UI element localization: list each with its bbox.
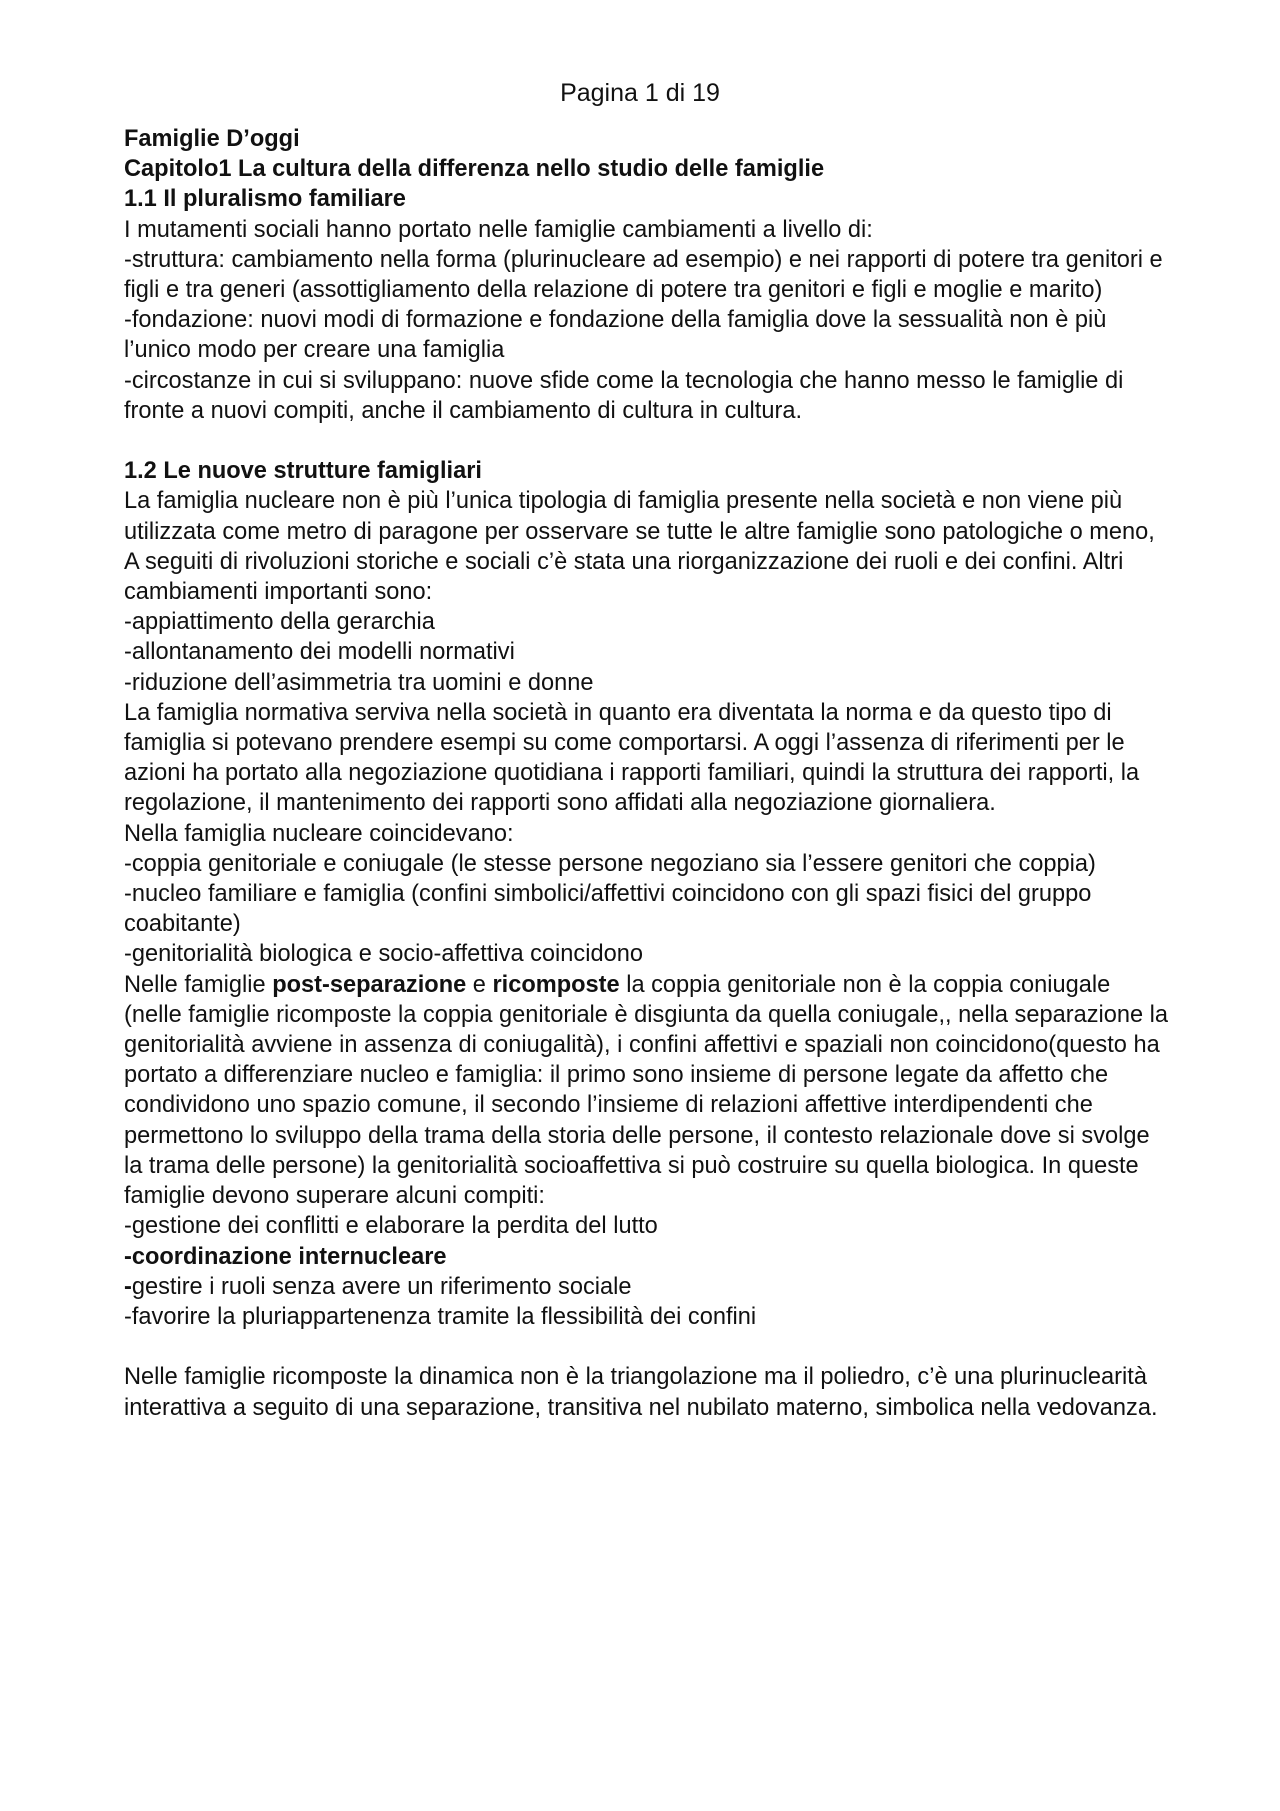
paragraph: La famiglia nucleare non è più l’unica tipologia di famiglia presente nella società e non viene più utilizzata come metro di paragone per osservare se tutte le altre famiglie sono patologiche o meno, A seguiti di rivoluzioni storiche e sociali c’è stata una riorganizzazione dei ruoli e dei confini. Altri cambiamenti importanti sono: <box>124 488 1155 606</box>
chapter-heading: Capitolo1 La cultura della differenza nello studio delle famiglie <box>124 156 825 183</box>
text-run: e <box>466 971 493 998</box>
list-item: -riduzione dell’asimmetria tra uomini e donne <box>124 669 594 696</box>
list-item: -genitorialità biologica e socio-affettiva coincidono <box>124 941 643 968</box>
bold-term-post-separazione: post-separazione <box>272 971 467 998</box>
list-item: -fondazione: nuovi modi di formazione e fondazione della famiglia dove la sessualità non è più l’unico modo per creare una famiglia <box>124 307 1107 364</box>
list-item: -coppia genitoriale e coniugale (le stesse persone negoziano sia l’essere genitori che coppia) <box>124 850 1096 877</box>
bold-task: -coordinazione internucleare <box>124 1243 447 1270</box>
list-item-bold <box>124 1242 1174 1272</box>
document-body <box>124 124 1174 1423</box>
section-heading-1-1: 1.1 Il pluralismo familiare <box>124 186 406 213</box>
paragraph-spacer <box>124 1332 1174 1362</box>
bold-term-ricomposte: ricomposte <box>492 971 620 998</box>
list-item <box>124 1272 1174 1302</box>
paragraph: Nella famiglia nucleare coincidevano: <box>124 820 514 847</box>
page-number-label: Pagina 1 di 19 <box>560 79 720 107</box>
list-item: -favorire la pluriappartenenza tramite la flessibilità dei confini <box>124 1303 757 1330</box>
list-item: -struttura: cambiamento nella forma (plurinucleare ad esempio) e nei rapporti di potere tra genitori e figli e tra generi (assottigliamento della relazione di potere tra genitori e figli e moglie e marito) <box>124 246 1163 304</box>
paragraph: I mutamenti sociali hanno portato nelle famiglie cambiamenti a livello di: <box>124 216 873 243</box>
paragraph-spacer <box>124 426 1174 456</box>
list-item: -circostanze in cui si sviluppano: nuove sfide come la tecnologia che hanno messo le famiglie di fronte a nuovi compiti, anche il cambiamento di cultura in cultura. <box>124 367 1124 424</box>
bold-dash: - <box>124 1273 132 1300</box>
closing-paragraph: Nelle famiglie ricomposte la dinamica non è la triangolazione ma il poliedro, c’è una plurinuclearità interattiva a seguito di una separazione, transitiva nel nubilato materno, simbolica nella vedovanza. <box>124 1364 1158 1421</box>
text-run: gestire i ruoli senza avere un riferimento sociale <box>131 1273 632 1300</box>
post-separation-paragraph <box>124 970 1174 1212</box>
paragraph: La famiglia normativa serviva nella società in quanto era diventata la norma e da questo tipo di famiglia si potevano prendere esempi su come comportarsi. A oggi l’assenza di riferimenti per le azioni ha portato alla negoziazione quotidiana i rapporti familiari, quindi la struttura dei rapporti, la regolazione, il mantenimento dei rapporti sono affidati alla negoziazione giornaliera. <box>124 699 1140 817</box>
section-heading-1-2: 1.2 Le nuove strutture famigliari <box>124 458 482 485</box>
document-title: Famiglie D’oggi <box>124 126 300 152</box>
list-item: -appiattimento della gerarchia <box>124 609 435 636</box>
list-item: -gestione dei conflitti e elaborare la perdita del lutto <box>124 1213 658 1240</box>
text-run: la coppia genitoriale non è la coppia coniugale (nelle famiglie ricomposte la coppia genitoriale è disgiunta da quella coniugale,, nella separazione la genitorialità avviene in assenza di coniugalità), i confini affettivi e spaziali non coincidono(questo ha portato a differenziare nucleo e famiglia: il primo sono insieme di persone legate da affetto che condividono uno spazio comune, il secondo l’insieme di relazioni affettive interdipendenti che permettono lo sviluppo della trama della storia delle persone, il contesto relazionale dove si svolge la trama delle persone) la genitorialità socioaffettiva si può costruire su quella biologica. In queste famiglie devono superare alcuni compiti: <box>124 971 1169 1210</box>
list-item: -nucleo familiare e famiglia (confini simbolici/affettivi coincidono con gli spazi fisici del gruppo coabitante) <box>124 881 1092 938</box>
text-run: Nelle famiglie <box>124 971 273 998</box>
list-item: -allontanamento dei modelli normativi <box>124 639 515 666</box>
